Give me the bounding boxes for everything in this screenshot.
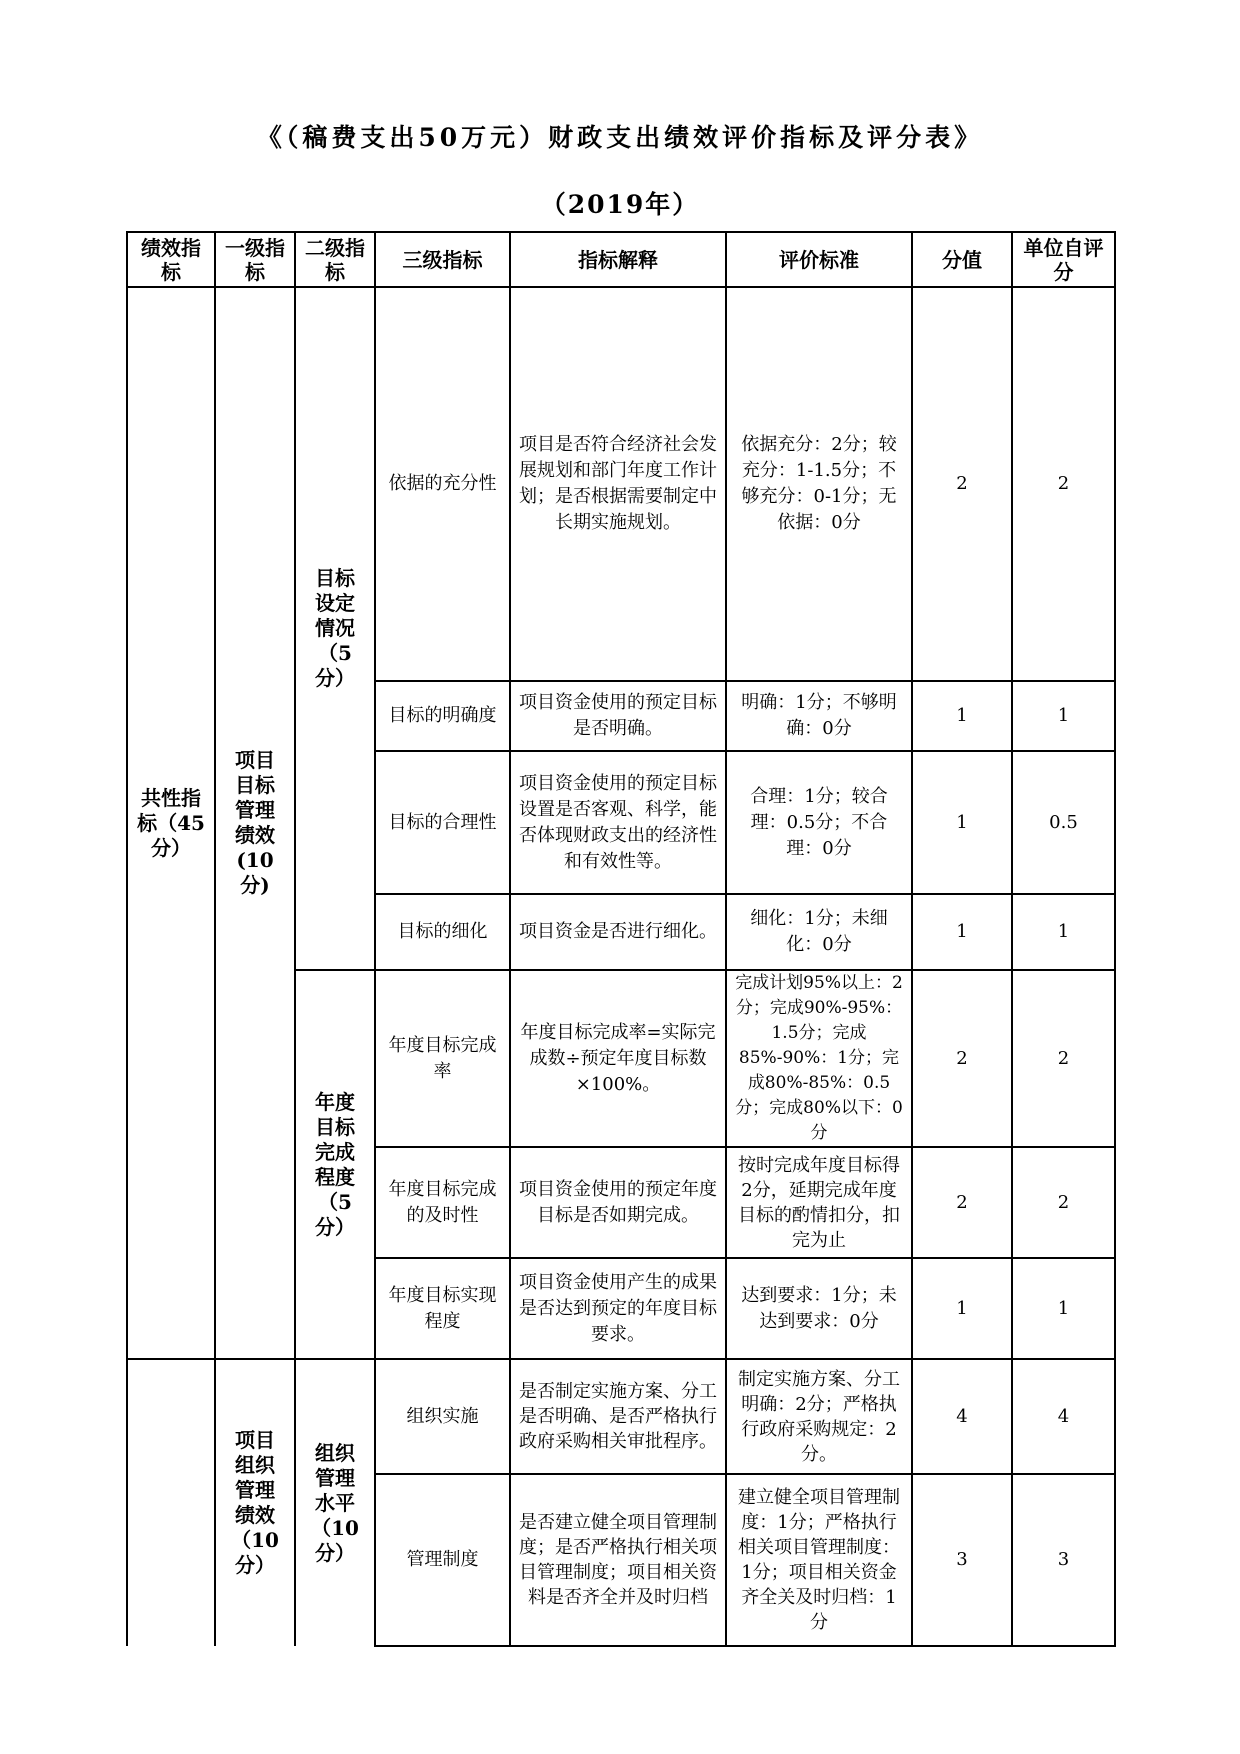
group-goal-setting: 目标设定情况（5分） (295, 287, 375, 970)
table-row (127, 1359, 1115, 1474)
self-score: 4 (1012, 1359, 1115, 1474)
group-common: 共性指标（45分） (127, 287, 215, 1359)
indicator-explanation: 项目资金使用的预定年度目标是否如期完成。 (510, 1147, 726, 1258)
header-cell: 绩效指标 (127, 232, 215, 287)
header-cell: 一级指标 (215, 232, 295, 287)
header-cell: 指标解释 (510, 232, 726, 287)
self-score: 1 (1012, 1258, 1115, 1359)
evaluation-standard: 制定实施方案、分工明确：2分；严格执行政府采购规定：2分。 (726, 1359, 912, 1474)
self-score: 1 (1012, 681, 1115, 751)
self-score: 3 (1012, 1474, 1115, 1646)
header-cell: 单位自评分 (1012, 232, 1115, 287)
indicator-name: 年度目标完成的及时性 (375, 1147, 510, 1258)
self-score: 0.5 (1012, 751, 1115, 894)
indicator-name: 目标的明确度 (375, 681, 510, 751)
header-cell: 评价标准 (726, 232, 912, 287)
self-score: 1 (1012, 894, 1115, 970)
group-common-continued (127, 1359, 215, 1646)
evaluation-standard: 合理：1分；较合理：0.5分；不合理：0分 (726, 751, 912, 894)
score-value: 1 (912, 681, 1012, 751)
indicator-name: 目标的细化 (375, 894, 510, 970)
score-value: 1 (912, 894, 1012, 970)
evaluation-standard: 完成计划95%以上：2分；完成90%-95%：1.5分；完成85%-90%：1分；完成80%-85%：0.5分；完成80%以下：0分 (726, 970, 912, 1147)
score-value: 1 (912, 1258, 1012, 1359)
indicator-name: 年度目标实现程度 (375, 1258, 510, 1359)
header-cell: 分值 (912, 232, 1012, 287)
indicator-explanation: 是否建立健全项目管理制度；是否严格执行相关项目管理制度；项目相关资料是否齐全并及时归档 (510, 1474, 726, 1646)
indicator-explanation: 项目资金使用的预定目标设置是否客观、科学，能否体现财政支出的经济性和有效性等。 (510, 751, 726, 894)
self-score: 2 (1012, 970, 1115, 1147)
evaluation-standard: 依据充分：2分；较充分：1-1.5分；不够充分：0-1分；无依据：0分 (726, 287, 912, 681)
score-value: 2 (912, 970, 1012, 1147)
indicator-name: 目标的合理性 (375, 751, 510, 894)
group-org-management: 项目组织管理绩效（10分） (215, 1359, 295, 1646)
indicator-explanation: 是否制定实施方案、分工是否明确、是否严格执行政府采购相关审批程序。 (510, 1359, 726, 1474)
indicator-explanation: 项目资金是否进行细化。 (510, 894, 726, 970)
indicator-name: 依据的充分性 (375, 287, 510, 681)
header-row (127, 232, 1115, 287)
indicator-explanation: 项目是否符合经济社会发展规划和部门年度工作计划；是否根据需要制定中长期实施规划。 (510, 287, 726, 681)
evaluation-standard: 按时完成年度目标得2分，延期完成年度目标的酌情扣分，扣完为止 (726, 1147, 912, 1258)
indicator-explanation: 年度目标完成率=实际完成数÷预定年度目标数×100%。 (510, 970, 726, 1147)
score-value: 2 (912, 287, 1012, 681)
header-cell: 三级指标 (375, 232, 510, 287)
indicator-explanation: 项目资金使用的预定目标是否明确。 (510, 681, 726, 751)
group-goal-management: 项目目标管理绩效(10分) (215, 287, 295, 1359)
score-value: 3 (912, 1474, 1012, 1646)
score-value: 1 (912, 751, 1012, 894)
document-title: 《（稿费支出50万元）财政支出绩效评价指标及评分表》 (256, 123, 984, 152)
evaluation-standard: 细化：1分；未细化：0分 (726, 894, 912, 970)
score-value: 2 (912, 1147, 1012, 1258)
indicator-name: 年度目标完成率 (375, 970, 510, 1147)
group-annual-goal: 年度目标完成程度（5分） (295, 970, 375, 1359)
document-subtitle: （2019年） (540, 190, 700, 219)
evaluation-standard: 达到要求：1分；未达到要求：0分 (726, 1258, 912, 1359)
evaluation-table (126, 231, 1116, 1647)
indicator-name: 管理制度 (375, 1474, 510, 1646)
header-cell: 二级指标 (295, 232, 375, 287)
evaluation-standard: 明确：1分；不够明确：0分 (726, 681, 912, 751)
self-score: 2 (1012, 287, 1115, 681)
group-org-level: 组织管理水平（10分） (295, 1359, 375, 1646)
table-row (127, 287, 1115, 681)
indicator-explanation: 项目资金使用产生的成果是否达到预定的年度目标要求。 (510, 1258, 726, 1359)
self-score: 2 (1012, 1147, 1115, 1258)
indicator-name: 组织实施 (375, 1359, 510, 1474)
score-value: 4 (912, 1359, 1012, 1474)
evaluation-standard: 建立健全项目管理制度：1分；严格执行相关项目管理制度：1分；项目相关资金齐全关及时归档：1分 (726, 1474, 912, 1646)
